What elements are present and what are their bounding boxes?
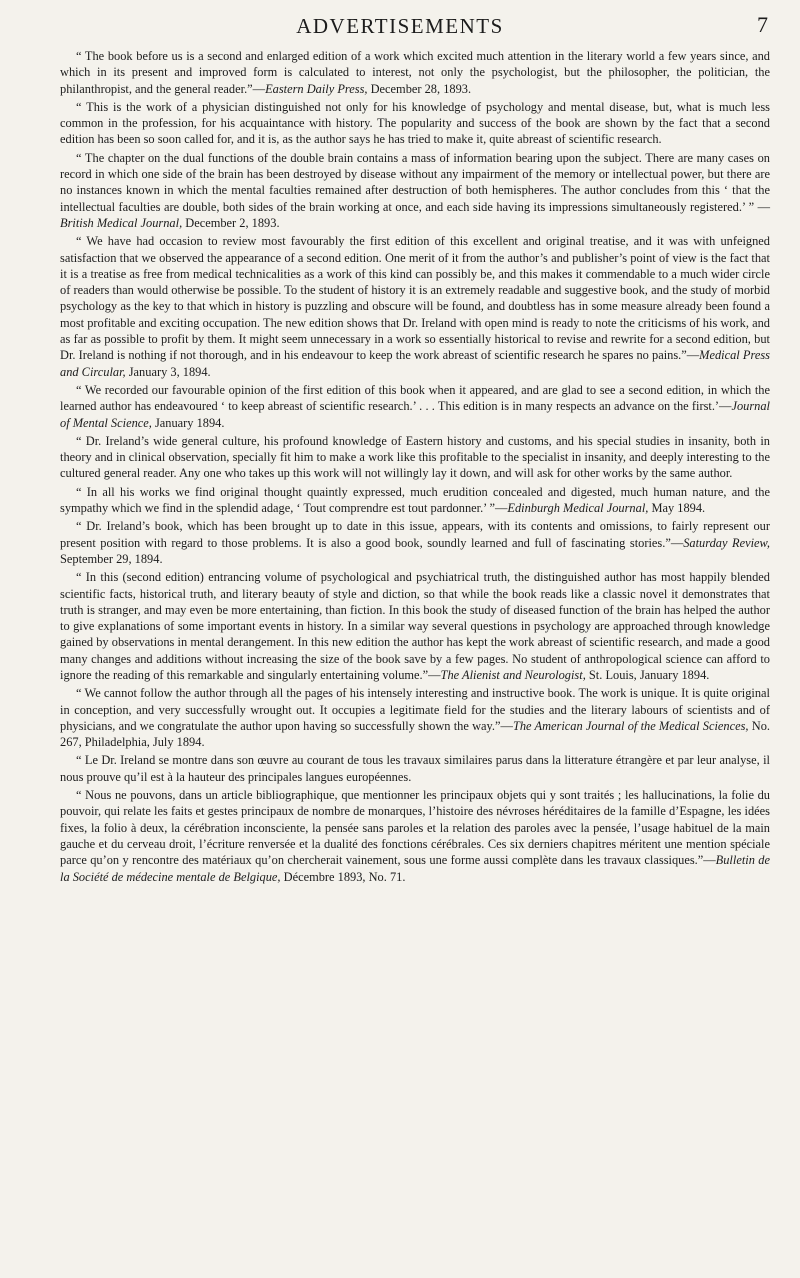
review-paragraph xyxy=(60,48,770,97)
review-date: September 29, 1894. xyxy=(60,551,163,566)
review-date: May 1894. xyxy=(648,501,706,516)
page-number: 7 xyxy=(757,12,768,37)
review-paragraph xyxy=(60,569,770,683)
review-source: The American Journal of the Medical Sciences, xyxy=(512,718,749,733)
review-text: “ We have had occasion to review most favourably the first edition of this excellent and original treatise, and it was with unfeigned satisfaction that we observed the appearance of a second edition. One merit of it from the author’s and publisher’s point of view is the fact that it is a treatise as free from medical technicalities as a work of this kind can possibly be, and this makes it commendable to a much wider circle of readers than would otherwise be possible. To the student of history it is an extremely readable and suggestive book, and the study of morbid psychology as the key to that which in history is puzzling and obscure will be found, and doubtless has in some measure already been found a most profitable and exciting occupation. The new edition shows that Dr. Ireland with open mind is ready to note the criticisms of his work, and as far as possible to profit by them. It might seem unnecessary in a work so essentially historical to revise and rewrite for a second edition, but Dr. Ireland is nothing if not thorough, and in his endeavour to keep the work abreast of scientific research he spares no pains.”— xyxy=(60,234,770,363)
review-text: “ Nous ne pouvons, dans un article bibliographique, que mentionner les principaux objets qui y sont traités ; les hallucinations, la folie du pouvoir, qui relate les faits et gestes principaux de nombre de monarques, l’histoire des névroses héréditaires de la famille d’Espagne, les idées fixes, la folio à deux, la cérébration inconsciente, la pensée sans paroles et la relation des paroles avec la pensée, l’usage habituel de la main gauche et du cerveau droit, l’écriture renversée et la dualité des fonctions cérébrales. Ces six derniers chapitres méritent une mention spéciale parce qu’on y rencontre des matériaux qu’on chercherait vainement, sous une forme aussi complète dans les travaux classiques.”— xyxy=(60,788,770,868)
review-text: “ The chapter on the dual functions of the double brain contains a mass of information bearing upon the subject. There are many cases on record in which one side of the brain has been destroyed by disease without any impairment of the memory or intellectual power, but there are no instances known in which the mental faculties remained after destruction of both hemispheres. The author concludes from this ‘ that the intellectual faculties are double, both sides of the brain working at once, and each side having its impressions simultaneously registered.’ ” — xyxy=(60,150,770,214)
review-paragraph xyxy=(60,99,770,148)
review-paragraph xyxy=(60,752,770,785)
review-text: “ In this (second edition) entrancing volume of psychological and psychiatrical truth, the distinguished author has most happily blended scientific facts, historical truth, and literary beauty of style and diction, so that while the book reads like a classic novel it demonstrates that truth is stranger, and may even be more entertaining, than fiction. In this book the study of diseased function of the brain has helped the author to give explanations of some important events in history. In a similar way several questions in psychology are approached through knowledge gained by observations in mental derangement. In this new edition the author has kept the work abreast of scientific research, and made a good many changes and additions without increasing the size of the book save by a few pages. No student of anthropological science can afford to ignore the reading of this remarkable and singularly entertaining volume.”— xyxy=(60,570,770,682)
reviews-body xyxy=(60,48,770,887)
review-source: British Medical Journal, xyxy=(60,215,183,230)
running-head: ADVERTISEMENTS xyxy=(296,14,504,38)
review-source: Medical Press and Circular, xyxy=(60,348,770,379)
review-text: “ The book before us is a second and enlarged edition of a work which excited much attention in the literary world a few years since, and which in its present and improved form is calculated to interest, not only the psychologist, but the philosopher, the politician, the philanthropist, and the general reader.”— xyxy=(60,49,770,96)
review-text: “ This is the work of a physician distinguished not only for his knowledge of psychology and mental disease, but, what is much less common in the profession, for his acquaintance with history. The popularity and success of the book are shown by the fact that a second edition has been so soon called for, and it is, as the author says he has tried to make it, quite abreast of scientific research. xyxy=(60,99,770,147)
review-date: December 28, 1893. xyxy=(367,81,472,96)
review-paragraph xyxy=(60,233,770,380)
page-header xyxy=(0,12,800,42)
review-paragraph xyxy=(60,685,770,750)
review-date: January 1894. xyxy=(151,415,225,430)
review-paragraph xyxy=(60,484,770,517)
review-paragraph xyxy=(60,787,770,885)
review-date: December 2, 1893. xyxy=(182,215,280,230)
review-text: “ We recorded our favourable opinion of the first edition of this book when it appeared, and are glad to see a second edition, in which the learned author has endeavoured ‘ to keep abreast of scientific research.’ . . . This edition is in many respects an advance on the first.’— xyxy=(60,382,770,414)
review-text: “ Dr. Ireland’s book, which has been brought up to date in this issue, appears, with its contents and omissions, to fairly represent our present position with regard to those problems. It is also a good book, soundly learned and full of fascinating stories.”— xyxy=(60,519,770,550)
review-date: January 3, 1894. xyxy=(125,364,211,379)
review-source: Saturday Review, xyxy=(683,535,770,550)
review-date: Décembre 1893, No. 71. xyxy=(280,869,406,884)
review-source: Bulletin de la Société de médecine mentale de Belgique, xyxy=(60,853,770,884)
review-date: No. 267, Philadelphia, July 1894. xyxy=(60,718,770,750)
review-paragraph xyxy=(60,150,770,231)
review-text: “ In all his works we find original thought quaintly expressed, much erudition concealed and digested, much human nature, and the sympathy which we find in the splendid adage, ‘ Tout comprendre est tout pardonner.’ ”— xyxy=(60,484,770,516)
review-source: The Alienist and Neurologist, xyxy=(440,667,586,682)
review-date: St. Louis, January 1894. xyxy=(585,667,710,682)
review-paragraph xyxy=(60,433,770,482)
review-source: Edinburgh Medical Journal, xyxy=(507,501,649,516)
review-paragraph xyxy=(60,382,770,431)
review-paragraph xyxy=(60,518,770,567)
review-source: Eastern Daily Press, xyxy=(265,81,368,96)
review-source: Journal of Mental Science, xyxy=(60,399,770,430)
review-text: “ Le Dr. Ireland se montre dans son œuvre au courant de tous les travaux similaires parus dans la litterature étrangère et par leur analyse, il nous prouve qu’il est à la hauteur des principales langues européennes. xyxy=(60,753,770,784)
review-text: “ We cannot follow the author through all the pages of his intensely interesting and instructive book. The work is unique. It is quite original in conception, and very successfully wrought out. It occupies a legitimate field for the studies and the literary labours of scientists and of physicians, and we congratulate the author upon having so successfully shown the way.”— xyxy=(60,686,770,733)
review-text: “ Dr. Ireland’s wide general culture, his profound knowledge of Eastern history and customs, and his special studies in insanity, both in theory and in clinical observation, specially fit him to make a work like this profitable to the specialist in insanity, and deeply interesting to the cultured general reader. Any one who takes up this work will not willingly lay it down, and will ask for other works by the same author. xyxy=(60,433,770,481)
